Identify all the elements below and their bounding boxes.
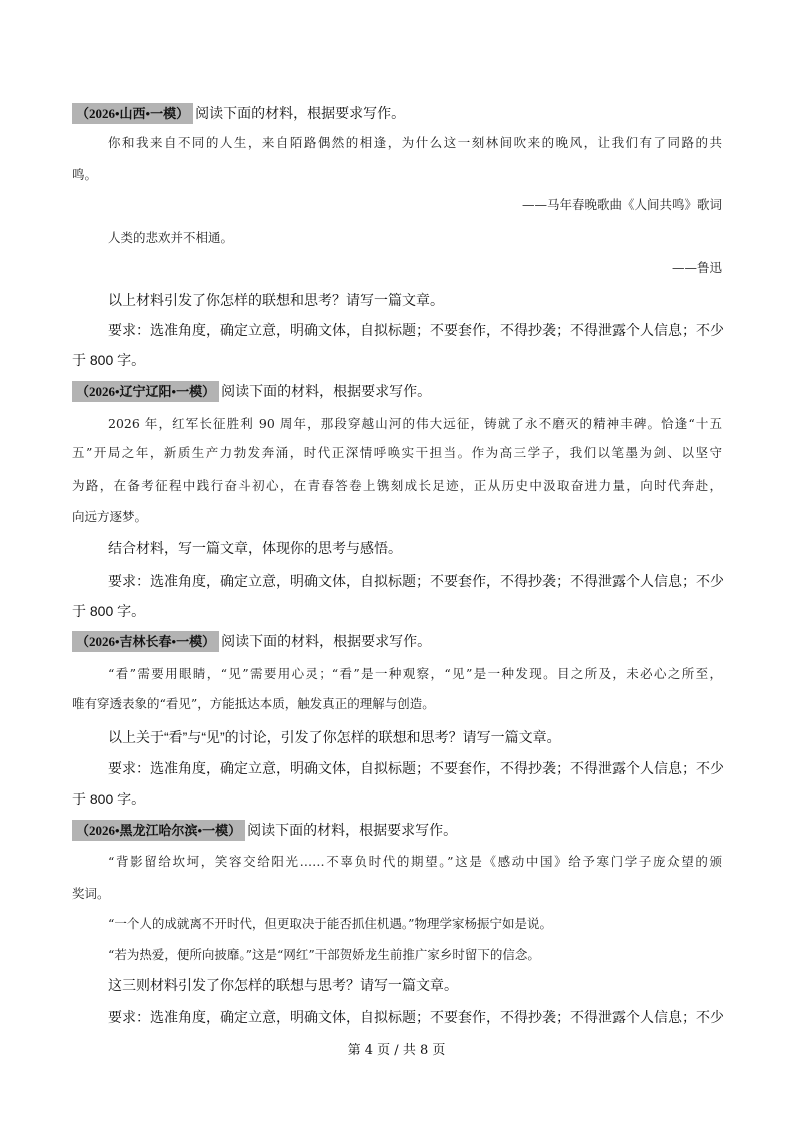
prompt: 以上关于“看”与“见”的讨论，引发了你怎样的联想和思考？请写一篇文章。 <box>108 729 561 745</box>
requirement-line: 要求：选准角度，确定立意，明确文体，自拟标题；不要套作，不得抄袭；不得泄露个人信息；不少 <box>108 760 724 776</box>
requirement-line: 于 800 字。 <box>72 791 146 807</box>
material-line: “背影留给坎坷，笑容交给阳光……不辜负时代的期望。”这是《感动中国》给予寒门学子庞众望的颁 <box>108 854 722 869</box>
prompt: 结合材料，写一篇文章，体现你的思考与感悟。 <box>108 540 402 556</box>
prompt: 以上材料引发了你怎样的联想和思考？请写一篇文章。 <box>108 292 444 308</box>
prompt: 这三则材料引发了你怎样的联想与思考？请写一篇文章。 <box>108 977 458 993</box>
source-tag: （2026•山西•一模） <box>72 103 193 124</box>
material-line: 你和我来自不同的人生，来自陌路偶然的相逢，为什么这一刻林间吹来的晚风，让我们有了同路的共 <box>108 135 722 150</box>
material-line: 唯有穿透表象的“看见”，方能抵达本质，触发真正的理解与创造。 <box>72 696 435 711</box>
source-tag: （2026•吉林长春•一模） <box>72 631 219 652</box>
requirement-line: 要求：选准角度，确定立意，明确文体，自拟标题；不要套作，不得抄袭；不得泄露个人信息；不少 <box>108 1009 724 1025</box>
material-line: “若为热爱，便所向披靡。”这是“网红”干部贺娇龙生前推广家乡时留下的信念。 <box>108 947 540 962</box>
material-line: “看”需要用眼睛，“见”需要用心灵；“看”是一种观察，“见”是一种发现。目之所及，未必心之所至， <box>108 666 722 681</box>
requirement-line: 于 800 字。 <box>72 352 146 368</box>
attribution: ——马年春晚歌曲《人间共鸣》歌词 <box>521 197 722 212</box>
material-line: 为路，在备考征程中践行奋斗初心，在青春答卷上镌刻成长足迹，正从历史中汲取奋进力量，向时代奔赴， <box>72 478 722 493</box>
source-tag: （2026•辽宁辽阳•一模） <box>72 381 219 402</box>
question-header <box>72 380 722 402</box>
material-line: 奖词。 <box>72 886 110 901</box>
question-header <box>72 630 722 652</box>
requirement-line: 于 800 字。 <box>72 603 146 619</box>
requirement-line: 要求：选准角度，确定立意，明确文体，自拟标题；不要套作，不得抄袭；不得泄露个人信息；不少 <box>108 573 724 589</box>
page-footer: 第 4 页 / 共 8 页 <box>347 1043 446 1058</box>
material-line: “一个人的成就离不开时代，但更取决于能否抓住机遇。”物理学家杨振宁如是说。 <box>108 916 553 931</box>
material-line: 2026 年，红军长征胜利 90 周年，那段穿越山河的伟大远征，铸就了永不磨灭的精神丰碑。恰逢“十五 <box>108 416 722 431</box>
material-line: 鸣。 <box>72 167 98 182</box>
instruction: 阅读下面的材料，根据要求写作。 <box>195 105 406 121</box>
attribution: ——鲁迅 <box>671 260 722 275</box>
question-header <box>72 819 722 841</box>
instruction: 阅读下面的材料，根据要求写作。 <box>221 633 432 649</box>
requirement-line: 要求：选准角度，确定立意，明确文体，自拟标题；不要套作，不得抄袭；不得泄露个人信息；不少 <box>108 322 724 338</box>
instruction: 阅读下面的材料，根据要求写作。 <box>221 383 432 399</box>
material-line: 向远方逐梦。 <box>72 509 148 524</box>
source-tag: （2026•黑龙江哈尔滨•一模） <box>72 820 245 841</box>
material-line: 五”开局之年，新质生产力勃发奔涌，时代正深情呼唤实干担当。作为高三学子，我们以笔墨为剑、以坚守 <box>72 445 722 460</box>
material-line: 人类的悲欢并不相通。 <box>108 230 234 245</box>
question-header <box>72 102 722 124</box>
instruction: 阅读下面的材料，根据要求写作。 <box>247 822 458 838</box>
